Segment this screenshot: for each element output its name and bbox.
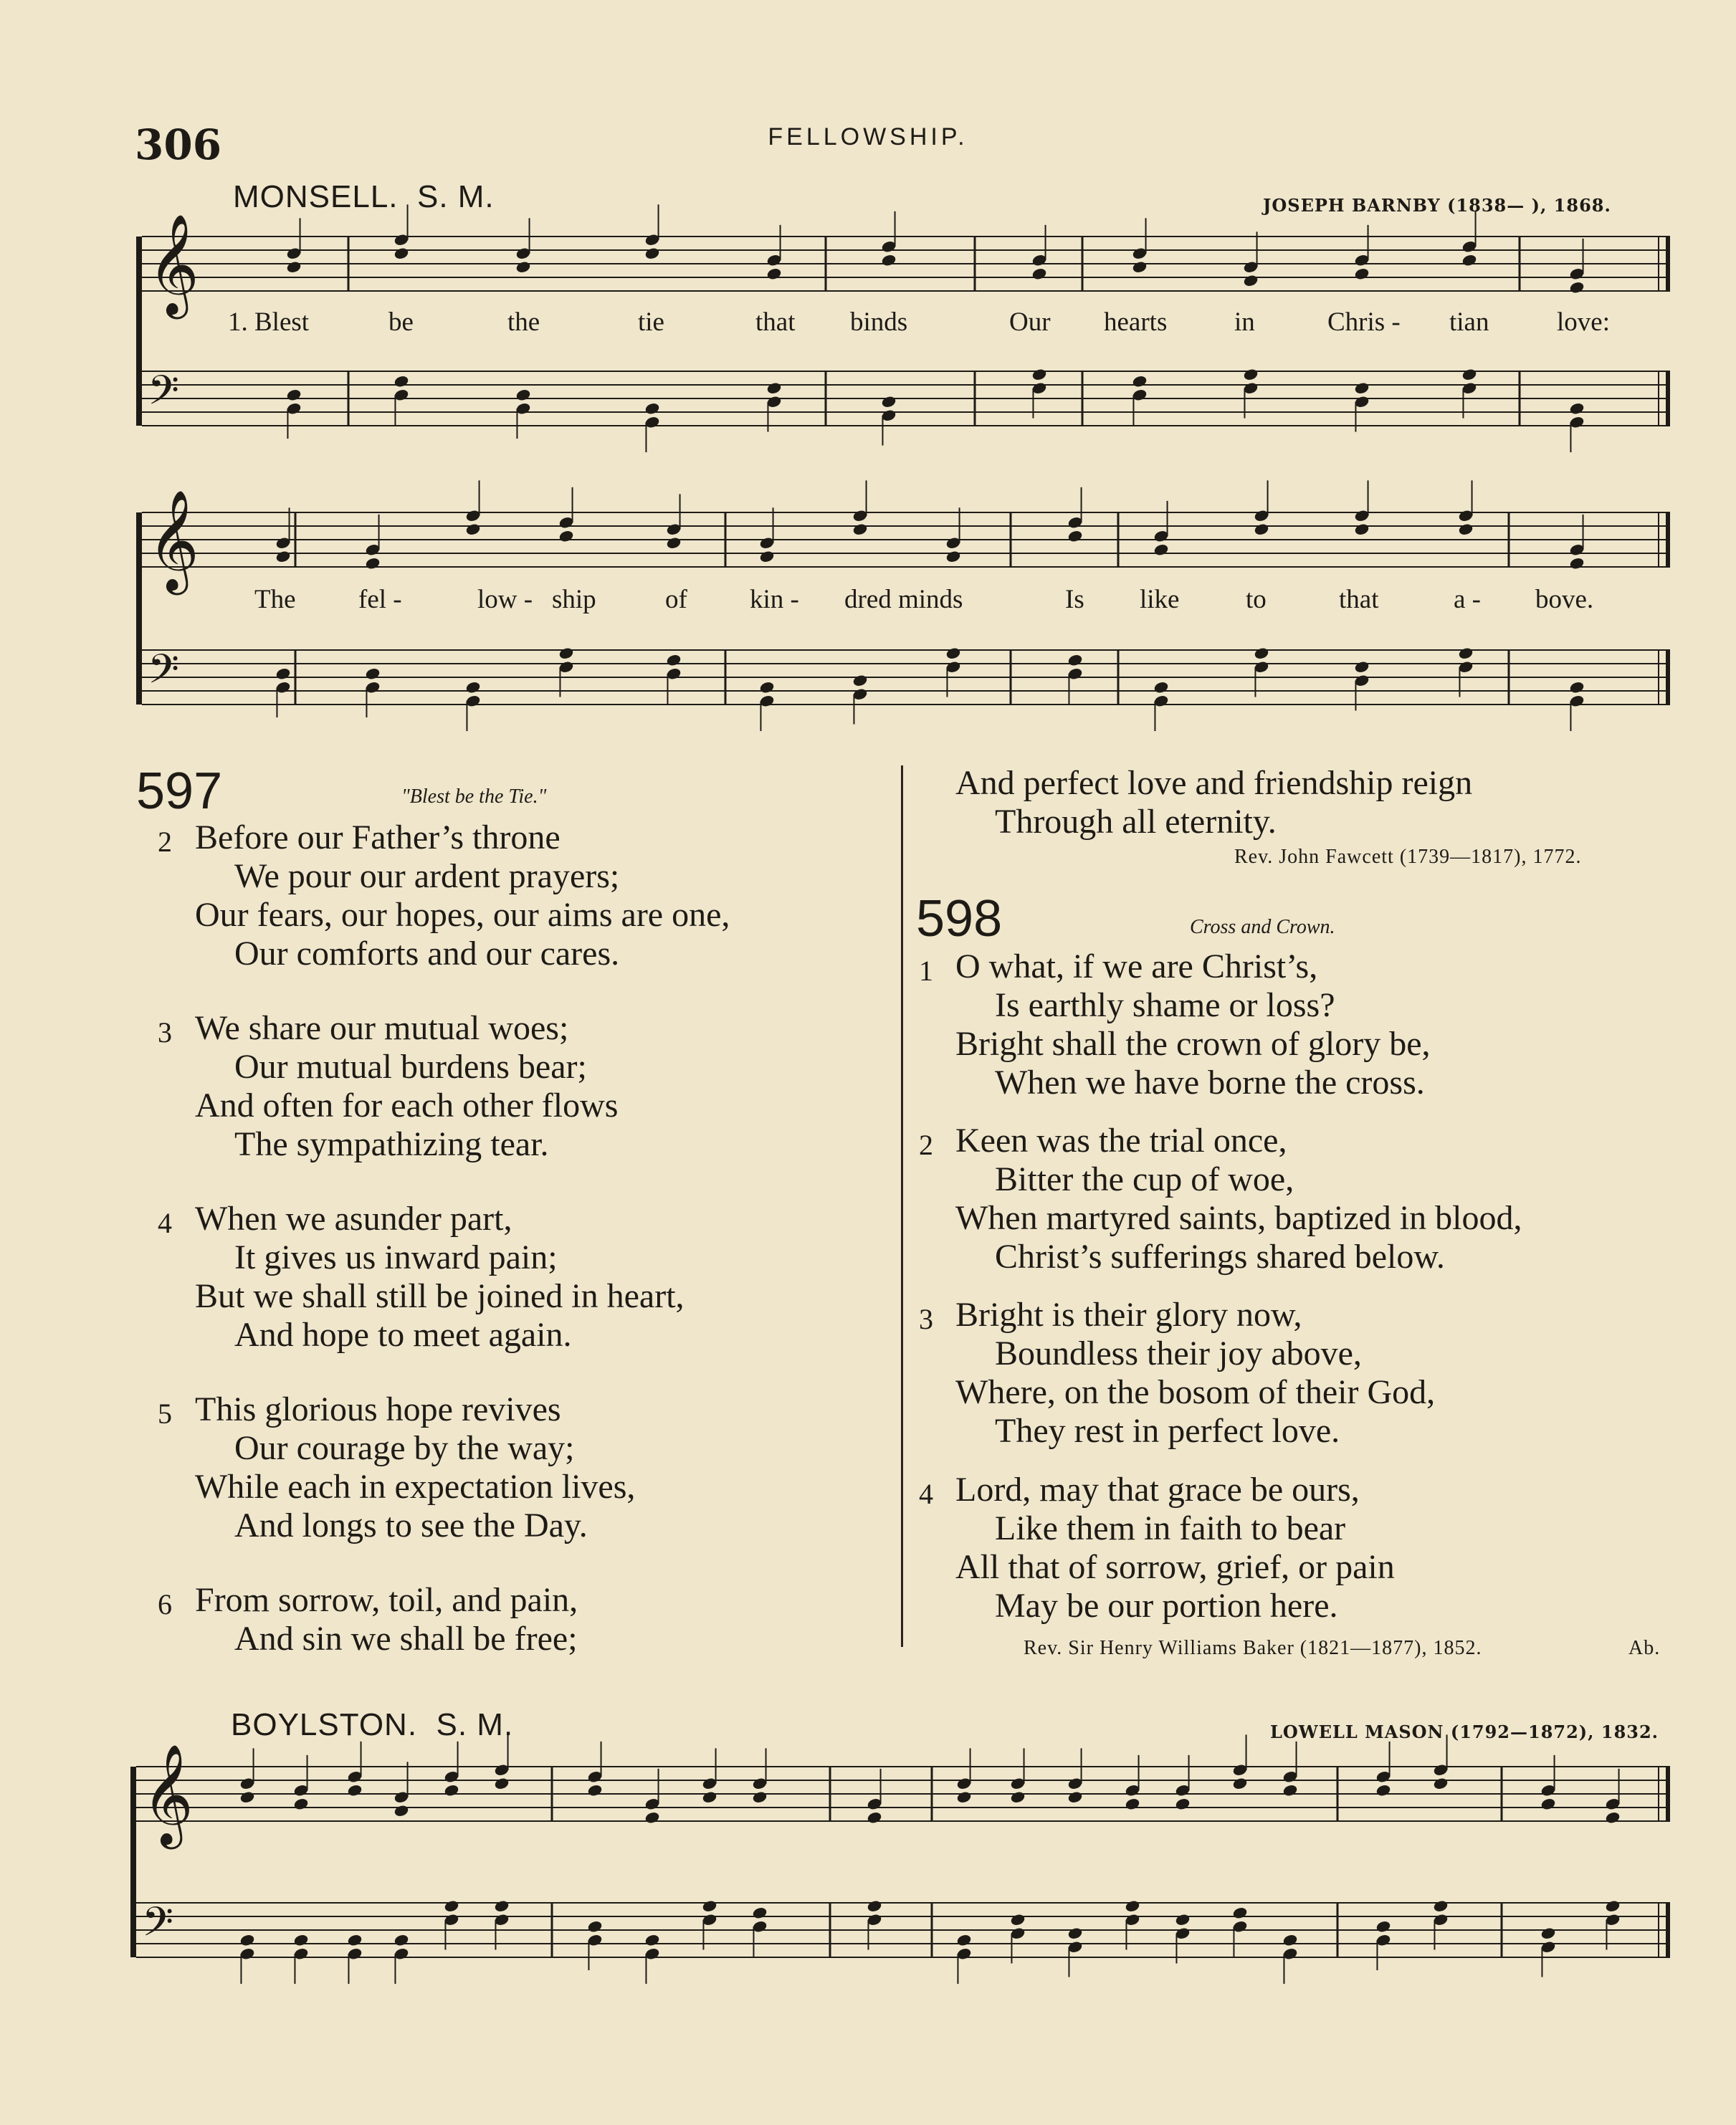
note-head bbox=[644, 1934, 661, 1947]
note-head bbox=[1031, 368, 1048, 381]
lyric-line1-word: Chris - bbox=[1327, 307, 1401, 337]
note-head bbox=[1540, 1926, 1557, 1940]
hymn-author-597: Rev. John Fawcett (1739—1817), 1772. bbox=[1234, 846, 1582, 868]
note-head bbox=[852, 522, 869, 536]
hymn-number-598: 598 bbox=[916, 890, 1003, 947]
note-head bbox=[1375, 1920, 1392, 1934]
lyric-line1-word: love: bbox=[1557, 307, 1610, 337]
note-head bbox=[1354, 267, 1370, 281]
tune-name-bottom bbox=[231, 1707, 513, 1743]
stanza-line: And sin we shall be free; bbox=[234, 1620, 578, 1658]
bass-clef-icon: 𝄢 bbox=[148, 646, 179, 703]
note-head bbox=[1569, 402, 1585, 416]
lyric-line2-word: Is bbox=[1065, 585, 1084, 614]
lyric-line2-word: of bbox=[665, 585, 687, 614]
stanza-line: Christ’s sufferings shared below. bbox=[995, 1238, 1445, 1276]
treble-clef-icon: 𝄞 bbox=[148, 489, 199, 591]
stanza bbox=[919, 1122, 1522, 1276]
lyric-line2-word: a - bbox=[1454, 585, 1481, 614]
note-head bbox=[275, 667, 292, 681]
stanza-line: Our courage by the way; bbox=[234, 1429, 575, 1467]
note-head bbox=[956, 1790, 973, 1804]
note-head bbox=[587, 1920, 604, 1934]
note-head bbox=[1132, 260, 1148, 274]
note-head bbox=[1282, 1784, 1299, 1797]
stanza-number: 5 bbox=[158, 1398, 172, 1430]
note-head bbox=[1067, 1790, 1084, 1804]
hymn-subtitle-598: Cross and Crown. bbox=[1190, 916, 1335, 938]
note-head bbox=[752, 1790, 768, 1804]
tune-name: BOYLSTON. bbox=[231, 1707, 418, 1742]
stanza-line: Where, on the bosom of their God, bbox=[955, 1373, 1436, 1411]
stanza-line: Bright shall the crown of glory be, bbox=[955, 1025, 1431, 1063]
note-head bbox=[1254, 522, 1270, 536]
note-head bbox=[766, 381, 783, 395]
note-head bbox=[558, 646, 575, 660]
note-head bbox=[293, 1797, 310, 1811]
note-head bbox=[1132, 375, 1148, 388]
note-head bbox=[1010, 1790, 1026, 1804]
note-head bbox=[1282, 1934, 1299, 1947]
note-head bbox=[1354, 660, 1370, 674]
note-head bbox=[1010, 1913, 1026, 1926]
column-divider bbox=[901, 765, 903, 1647]
stanza-line: When we asunder part, bbox=[195, 1200, 512, 1238]
lyric-line1-word: in bbox=[1234, 307, 1255, 337]
note-head bbox=[666, 654, 682, 667]
stanza bbox=[158, 1009, 619, 1164]
lyric-line2-word: bove. bbox=[1535, 585, 1594, 614]
note-head bbox=[1067, 654, 1084, 667]
note-head bbox=[881, 395, 897, 409]
stanza-line: Boundless their joy above, bbox=[995, 1334, 1362, 1372]
note-head bbox=[956, 1934, 973, 1947]
bass-clef-icon: 𝄢 bbox=[148, 368, 179, 424]
note-head bbox=[1125, 1899, 1141, 1913]
note-head bbox=[286, 388, 302, 402]
stanza-number: 4 bbox=[919, 1478, 933, 1510]
note-head bbox=[766, 267, 783, 281]
treble-clef-icon: 𝄞 bbox=[148, 213, 199, 315]
stanza-line: Lord, may that grace be ours, bbox=[955, 1471, 1360, 1509]
note-head bbox=[1153, 681, 1170, 694]
note-head bbox=[1354, 522, 1370, 536]
note-head bbox=[394, 1804, 410, 1818]
note-head bbox=[1461, 254, 1478, 267]
hymn-subtitle-597: "Blest be the Tie." bbox=[401, 785, 547, 808]
system1-system-bracket bbox=[136, 237, 142, 426]
note-head bbox=[1153, 543, 1170, 557]
stanza-line: We share our mutual woes; bbox=[195, 1009, 569, 1047]
note-head bbox=[1458, 522, 1474, 536]
note-head bbox=[1232, 1906, 1249, 1920]
stanza-number: 3 bbox=[158, 1016, 172, 1049]
stanza-line: And longs to see the Day. bbox=[234, 1506, 588, 1544]
stanza-line: And often for each other flows bbox=[195, 1087, 619, 1124]
lyric-line1-word: tie bbox=[638, 307, 664, 337]
note-head bbox=[515, 388, 532, 402]
stanza-line: Our comforts and our cares. bbox=[234, 935, 620, 973]
stanza-line: Before our Father’s throne bbox=[195, 818, 561, 856]
note-head bbox=[702, 1790, 718, 1804]
note-head bbox=[702, 1899, 718, 1913]
section-title: FELLOWSHIP. bbox=[768, 123, 968, 151]
system1-final-bar bbox=[1666, 371, 1670, 426]
lyric-line2-word: to bbox=[1246, 585, 1267, 614]
note-head bbox=[394, 375, 410, 388]
stanza-line: They rest in perfect love. bbox=[995, 1412, 1340, 1450]
stanza-line: May be our portion here. bbox=[995, 1587, 1338, 1625]
note-head bbox=[465, 522, 482, 536]
stanza-line: Is earthly shame or loss? bbox=[995, 986, 1335, 1024]
note-head bbox=[945, 646, 962, 660]
note-head bbox=[759, 681, 776, 694]
stanza-number: 4 bbox=[158, 1207, 172, 1239]
note-head bbox=[867, 1899, 883, 1913]
system3-final-bar bbox=[1666, 1767, 1670, 1821]
stanza-line: When martyred saints, baptized in blood, bbox=[955, 1199, 1522, 1237]
stanza-number: 2 bbox=[919, 1129, 933, 1161]
note-head bbox=[365, 557, 381, 570]
stanza-number: 6 bbox=[158, 1588, 172, 1620]
lyric-line1-word: Our bbox=[1009, 307, 1051, 337]
note-head bbox=[1569, 557, 1585, 570]
lyric-line1-word: tian bbox=[1449, 307, 1489, 337]
note-head bbox=[752, 1906, 768, 1920]
composer-top: JOSEPH BARNBY (1838— ), 1868. bbox=[1263, 195, 1611, 216]
stanza-line: When we have borne the cross. bbox=[995, 1064, 1425, 1102]
stanza bbox=[158, 1390, 636, 1545]
note-head bbox=[1354, 381, 1370, 395]
treble-clef-icon: 𝄞 bbox=[142, 1743, 194, 1845]
note-head bbox=[1067, 530, 1084, 543]
note-head bbox=[1569, 281, 1585, 295]
lyric-line1-word: 1. Blest bbox=[228, 307, 310, 337]
lyric-line2-word: that bbox=[1339, 585, 1379, 614]
stanza-line: Our fears, our hopes, our aims are one, bbox=[195, 896, 730, 934]
note-head bbox=[1243, 368, 1259, 381]
lyric-line2-word: ship bbox=[552, 585, 596, 614]
note-head bbox=[1175, 1797, 1191, 1811]
stanza-line: Our mutual burdens bear; bbox=[234, 1048, 587, 1086]
note-head bbox=[1458, 646, 1474, 660]
system2-final-bar bbox=[1666, 650, 1670, 705]
lyric-line2-word: like bbox=[1140, 585, 1180, 614]
stanza-line: And perfect love and friendship reign bbox=[955, 764, 1473, 802]
stanza-line: The sympathizing tear. bbox=[234, 1125, 549, 1163]
note-head bbox=[239, 1934, 256, 1947]
hymn-number-597: 597 bbox=[136, 763, 223, 820]
note-head bbox=[945, 550, 962, 563]
stanza-number: 3 bbox=[919, 1303, 933, 1335]
note-head bbox=[444, 1784, 460, 1797]
lyric-line2-word: kin - bbox=[750, 585, 799, 614]
stanza-line: Keen was the trial once, bbox=[955, 1122, 1287, 1160]
note-head bbox=[293, 1934, 310, 1947]
lyric-line2-word: low - bbox=[477, 585, 533, 614]
stanza-line: And hope to meet again. bbox=[234, 1316, 572, 1354]
note-head bbox=[286, 260, 302, 274]
note-head bbox=[1433, 1777, 1449, 1790]
note-head bbox=[494, 1899, 510, 1913]
note-head bbox=[1540, 1797, 1557, 1811]
stanza-line: Bitter the cup of woe, bbox=[995, 1160, 1294, 1198]
note-head bbox=[759, 550, 776, 563]
lyric-line1-word: the bbox=[507, 307, 540, 337]
stanza-line: From sorrow, toil, and pain, bbox=[195, 1581, 578, 1619]
bass-clef-icon: 𝄢 bbox=[142, 1899, 173, 1956]
system2-final-bar bbox=[1666, 512, 1670, 567]
lyric-line2-word: fel - bbox=[358, 585, 402, 614]
note-head bbox=[1031, 267, 1048, 281]
stanza-line: O what, if we are Christ’s, bbox=[955, 947, 1318, 985]
note-head bbox=[881, 254, 897, 267]
note-head bbox=[1175, 1913, 1191, 1926]
note-head bbox=[1254, 646, 1270, 660]
lyric-line2-word: The bbox=[254, 585, 296, 614]
note-head bbox=[867, 1811, 883, 1825]
note-head bbox=[365, 667, 381, 681]
stanza-line: This glorious hope revives bbox=[195, 1390, 561, 1428]
stanza-line: Bright is their glory now, bbox=[955, 1296, 1302, 1334]
stanza-number: 1 bbox=[919, 955, 933, 987]
stanza-line: All that of sorrow, grief, or pain bbox=[955, 1548, 1395, 1586]
note-head bbox=[444, 1899, 460, 1913]
note-head bbox=[1232, 1777, 1249, 1790]
note-head bbox=[465, 681, 482, 694]
note-head bbox=[347, 1784, 363, 1797]
note-head bbox=[494, 1777, 510, 1790]
note-head bbox=[1243, 274, 1259, 287]
note-head bbox=[1125, 1797, 1141, 1811]
hymn-author-note-598: Ab. bbox=[1628, 1637, 1661, 1659]
lyric-line2-word: dred minds bbox=[844, 585, 963, 614]
tune-name: MONSELL. bbox=[233, 179, 399, 214]
lyric-line1-word: hearts bbox=[1104, 307, 1168, 337]
page-number: 306 bbox=[135, 120, 222, 169]
stanza-line: It gives us inward pain; bbox=[234, 1238, 558, 1276]
note-head bbox=[1569, 681, 1585, 694]
system3-system-bracket bbox=[130, 1767, 136, 1957]
lyric-line1-word: that bbox=[755, 307, 796, 337]
stanza-line: We pour our ardent prayers; bbox=[234, 857, 620, 895]
stanza-number: 2 bbox=[158, 826, 172, 858]
stanza-line: While each in expectation lives, bbox=[195, 1468, 636, 1506]
stanza bbox=[919, 1296, 1436, 1451]
tune-meter: S. M. bbox=[416, 179, 495, 214]
note-head bbox=[852, 674, 869, 687]
note-head bbox=[1605, 1811, 1621, 1825]
stanza bbox=[919, 947, 1431, 1102]
lyric-line1-word: be bbox=[388, 307, 414, 337]
stanza-line: Through all eternity. bbox=[995, 803, 1277, 841]
note-head bbox=[515, 260, 532, 274]
note-head bbox=[587, 1784, 604, 1797]
note-head bbox=[239, 1790, 256, 1804]
note-head bbox=[644, 1811, 661, 1825]
note-head bbox=[1461, 368, 1478, 381]
note-head bbox=[666, 536, 682, 550]
stanza-line: But we shall still be joined in heart, bbox=[195, 1277, 685, 1315]
note-head bbox=[275, 550, 292, 563]
system1-final-bar bbox=[1666, 237, 1670, 291]
tune-meter: S. M. bbox=[436, 1707, 514, 1742]
note-head bbox=[558, 530, 575, 543]
stanza bbox=[919, 1471, 1395, 1625]
lyric-line1-word: binds bbox=[850, 307, 908, 337]
note-head bbox=[1433, 1899, 1449, 1913]
stanza-line: Like them in faith to bear bbox=[995, 1509, 1346, 1547]
hymn-author-598: Rev. Sir Henry Williams Baker (1821—1877), 1852. bbox=[1024, 1637, 1482, 1659]
stanza bbox=[158, 1200, 685, 1355]
note-head bbox=[644, 247, 661, 260]
note-head bbox=[1605, 1899, 1621, 1913]
stanza-continuation bbox=[955, 764, 1472, 841]
note-head bbox=[644, 402, 661, 416]
stanza bbox=[158, 1581, 578, 1658]
note-head bbox=[394, 247, 410, 260]
stanza bbox=[158, 818, 730, 973]
note-head bbox=[394, 1934, 410, 1947]
note-head bbox=[1375, 1784, 1392, 1797]
system2-system-bracket bbox=[136, 512, 142, 705]
note-head bbox=[347, 1934, 363, 1947]
composer-bottom: LOWELL MASON (1792—1872), 1832. bbox=[1270, 1722, 1659, 1742]
note-head bbox=[1067, 1926, 1084, 1940]
system3-final-bar bbox=[1666, 1903, 1670, 1957]
